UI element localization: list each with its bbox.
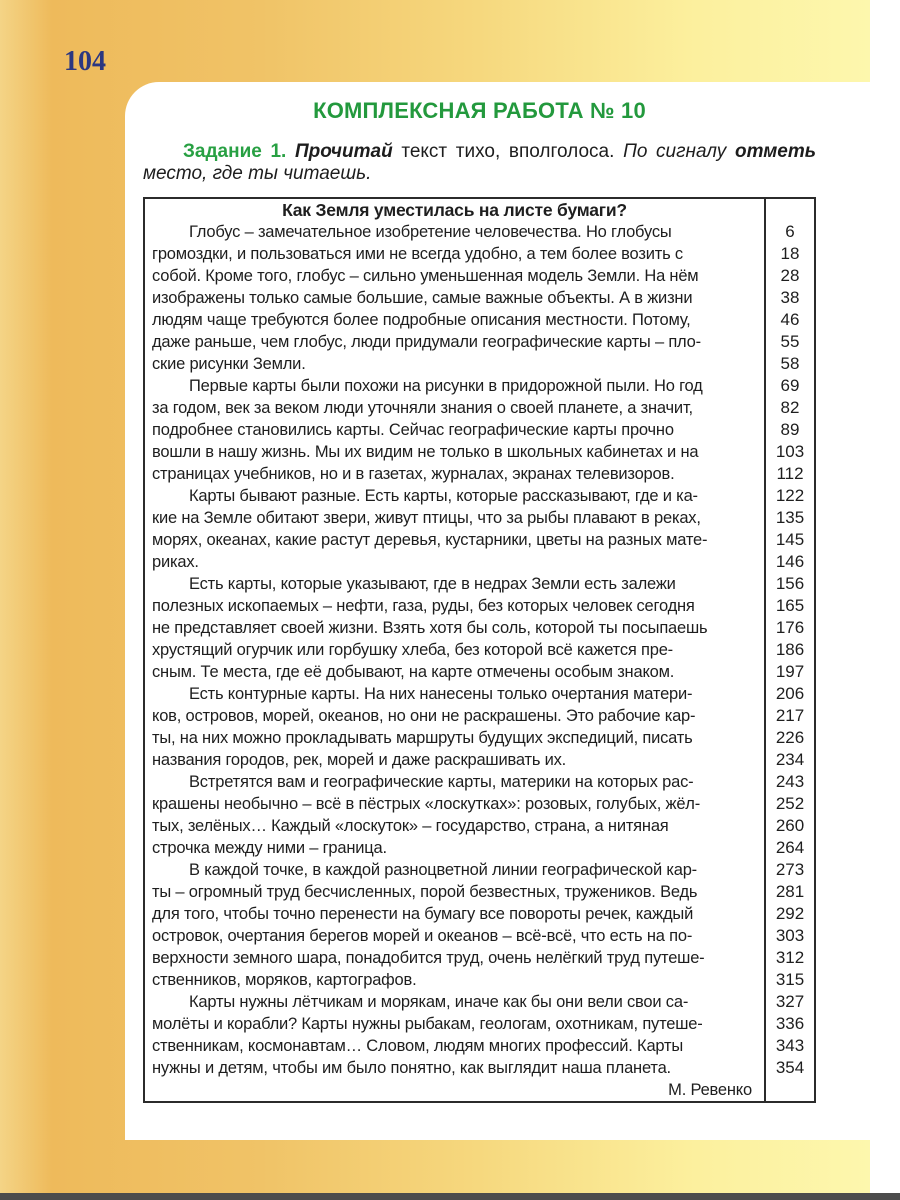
passage-line-row	[145, 969, 814, 991]
passage-line-row	[145, 881, 814, 903]
passage-text: молёты и корабли? Карты нужны рыбакам, геологам, охотникам, путеше-	[152, 1015, 703, 1033]
word-count: 55	[764, 331, 814, 353]
passage-text: В каждой точке, в каждой разноцветной линии географической кар-	[189, 861, 697, 879]
passage-line-row	[145, 683, 814, 705]
passage-text: нужны и детям, чтобы им было понятно, как выглядит наша планета.	[152, 1059, 671, 1077]
word-count: 165	[764, 595, 814, 617]
passage-line-row	[145, 749, 814, 771]
passage-text: ты, на них можно прокладывать маршруты будущих экспедиций, писать	[152, 729, 693, 747]
word-count	[764, 1079, 814, 1101]
passage-line-row	[145, 661, 814, 683]
passage-text: Первые карты были похожи на рисунки в придорожной пыли. Но год	[189, 377, 703, 395]
word-count: 122	[764, 485, 814, 507]
passage-text: ственникам, космонавтам… Словом, людям многих профессий. Карты	[152, 1037, 684, 1055]
word-count: 327	[764, 991, 814, 1013]
task-instruction	[143, 141, 816, 185]
passage-text: для того, чтобы точно перенести на бумагу все повороты речек, каждый	[152, 905, 694, 923]
passage-text: строчка между ними – граница.	[152, 839, 387, 857]
passage-line-row	[145, 617, 814, 639]
task-text-segment: отметь	[734, 141, 817, 162]
word-count: 303	[764, 925, 814, 947]
word-count: 292	[764, 903, 814, 925]
word-count: 46	[764, 309, 814, 331]
task-label: Задание 1.	[183, 141, 295, 162]
passage-line-row	[145, 639, 814, 661]
passage-line-row	[145, 991, 814, 1013]
page-bottom-edge	[0, 1193, 900, 1200]
passage-line-row	[145, 309, 814, 331]
word-count: 206	[764, 683, 814, 705]
word-count: 146	[764, 551, 814, 573]
passage-text: тых, зелёных… Каждый «лоскуток» – государство, страна, а нитяная	[152, 817, 669, 835]
passage-line-row	[145, 331, 814, 353]
passage-text: громоздки, и пользоваться ими не всегда удобно, а тем более возить с	[152, 245, 683, 263]
passage-line-row	[145, 265, 814, 287]
passage-text: риках.	[152, 553, 199, 571]
passage-line-row	[145, 815, 814, 837]
passage-line-row	[145, 793, 814, 815]
passage-text: Карты нужны лётчикам и морякам, иначе как бы они вели свои са-	[189, 993, 689, 1011]
passage-text: даже раньше, чем глобус, люди придумали географические карты – пло-	[152, 333, 701, 351]
passage-text: вошли в нашу жизнь. Мы их видим не только в школьных кабинетах и на	[152, 443, 699, 461]
passage-text: Есть карты, которые указывают, где в недрах Земли есть залежи	[189, 575, 676, 593]
task-line1	[143, 141, 816, 163]
passage-line-row	[145, 903, 814, 925]
word-count: 252	[764, 793, 814, 815]
passage-line-row	[145, 507, 814, 529]
passage-table	[143, 197, 816, 1103]
passage-line-row	[145, 1013, 814, 1035]
passage-text: сным. Те места, где её добывают, на карте отмечены особым знаком.	[152, 663, 675, 681]
word-count: 264	[764, 837, 814, 859]
task-text-segment: По сигналу	[623, 141, 735, 162]
passage-line-row	[145, 397, 814, 419]
passage-text: ские рисунки Земли.	[152, 355, 306, 373]
passage-line-row	[145, 771, 814, 793]
passage-line-row	[145, 287, 814, 309]
passage-line-row	[145, 925, 814, 947]
content-card	[125, 82, 900, 1140]
passage-text: кие на Земле обитают звери, живут птицы, что за рыбы плавают в реках,	[152, 509, 701, 527]
passage-text: ков, островов, морей, океанов, но они не раскрашены. Это рабочие кар-	[152, 707, 696, 725]
passage-text: Есть контурные карты. На них нанесены только очертания матери-	[189, 685, 693, 703]
passage-line-row	[145, 463, 814, 485]
passage-line-row	[145, 705, 814, 727]
task-text-segment: Прочитай	[295, 141, 393, 162]
word-count: 58	[764, 353, 814, 375]
passage-title-row	[145, 199, 814, 221]
word-count: 243	[764, 771, 814, 793]
task-line2	[143, 163, 816, 185]
passage-line-row	[145, 529, 814, 551]
passage-line-row	[145, 727, 814, 749]
word-count: 28	[764, 265, 814, 287]
word-count: 176	[764, 617, 814, 639]
task-text-segment: текст тихо, вполголоса.	[392, 141, 624, 162]
word-count: 186	[764, 639, 814, 661]
passage-line-row	[145, 595, 814, 617]
word-count: 145	[764, 529, 814, 551]
passage-line-row	[145, 1035, 814, 1057]
word-count: 197	[764, 661, 814, 683]
passage-text: Встретятся вам и географические карты, материки на которых рас-	[189, 773, 694, 791]
passage-text: морях, океанах, какие растут деревья, кустарники, цветы на разных мате-	[152, 531, 708, 549]
passage-line-row	[145, 353, 814, 375]
passage-text: крашены необычно – всё в пёстрых «лоскутках»: розовых, голубых, жёл-	[152, 795, 701, 813]
word-count: 103	[764, 441, 814, 463]
passage-text: людям чаще требуются более подробные описания местности. Потому,	[152, 311, 691, 329]
word-count: 89	[764, 419, 814, 441]
word-count: 82	[764, 397, 814, 419]
passage-text: ты – огромный труд бесчисленных, порой безвестных, тружеников. Ведь	[152, 883, 698, 901]
passage-text: Глобус – замечательное изобретение человечества. Но глобусы	[189, 223, 672, 241]
passage-text: островок, очертания берегов морей и океанов – всё-всё, что есть на по-	[152, 927, 693, 945]
task-text-segment: место, где ты читаешь.	[143, 163, 372, 184]
word-count: 260	[764, 815, 814, 837]
passage-line-row	[145, 551, 814, 573]
passage-title: Как Земля уместилась на листе бумаги?	[282, 200, 627, 220]
passage-text: хрустящий огурчик или горбушку хлеба, без которой всё кажется пре-	[152, 641, 673, 659]
passage-line-row	[145, 859, 814, 881]
word-count: 343	[764, 1035, 814, 1057]
passage-text: верхности земного шара, понадобится труд, очень нелёгкий труд путеше-	[152, 949, 705, 967]
passage-line-row	[145, 1057, 814, 1079]
word-count: 18	[764, 243, 814, 265]
word-count: 38	[764, 287, 814, 309]
word-count: 312	[764, 947, 814, 969]
work-title: КОМПЛЕКСНАЯ РАБОТА № 10	[313, 98, 646, 123]
passage-line-row	[145, 485, 814, 507]
word-count: 226	[764, 727, 814, 749]
passage-line-row	[145, 419, 814, 441]
word-count: 112	[764, 463, 814, 485]
content-area	[143, 82, 816, 1103]
passage-line-row	[145, 573, 814, 595]
passage-line-row	[145, 221, 814, 243]
word-count: 281	[764, 881, 814, 903]
passage-text: подробнее становились карты. Сейчас географические карты прочно	[152, 421, 674, 439]
passage-text: не представляет своей жизни. Взять хотя бы соль, которой ты посыпаешь	[152, 619, 708, 637]
passage-text: за годом, век за веком люди уточняли знания о своей планете, а значит,	[152, 399, 693, 417]
passage-text: изображены только самые большие, самые важные объекты. А в жизни	[152, 289, 693, 307]
passage-author-row	[145, 1079, 814, 1101]
author-credit: М. Ревенко	[668, 1081, 752, 1099]
page-number: 104	[64, 46, 106, 77]
word-count: 234	[764, 749, 814, 771]
passage-line-row	[145, 243, 814, 265]
passage-text: полезных ископаемых – нефти, газа, руды, без которых человек сегодня	[152, 597, 695, 615]
passage-rows	[145, 199, 814, 1101]
passage-text: ственников, моряков, картографов.	[152, 971, 417, 989]
word-count: 336	[764, 1013, 814, 1035]
passage-line-row	[145, 947, 814, 969]
passage-line-row	[145, 375, 814, 397]
passage-text: названия городов, рек, морей и даже раскрашивать их.	[152, 751, 567, 769]
word-count: 135	[764, 507, 814, 529]
word-count: 6	[764, 221, 814, 243]
passage-text: собой. Кроме того, глобус – сильно уменьшенная модель Земли. На нём	[152, 267, 699, 285]
passage-text: Карты бывают разные. Есть карты, которые рассказывают, где и ка-	[189, 487, 698, 505]
word-count: 217	[764, 705, 814, 727]
word-count: 273	[764, 859, 814, 881]
word-count: 69	[764, 375, 814, 397]
word-count: 354	[764, 1057, 814, 1079]
word-count: 156	[764, 573, 814, 595]
passage-line-row	[145, 837, 814, 859]
passage-text: страницах учебников, но и в газетах, журналах, экранах телевизоров.	[152, 465, 675, 483]
word-count	[764, 199, 814, 221]
word-count: 315	[764, 969, 814, 991]
passage-line-row	[145, 441, 814, 463]
